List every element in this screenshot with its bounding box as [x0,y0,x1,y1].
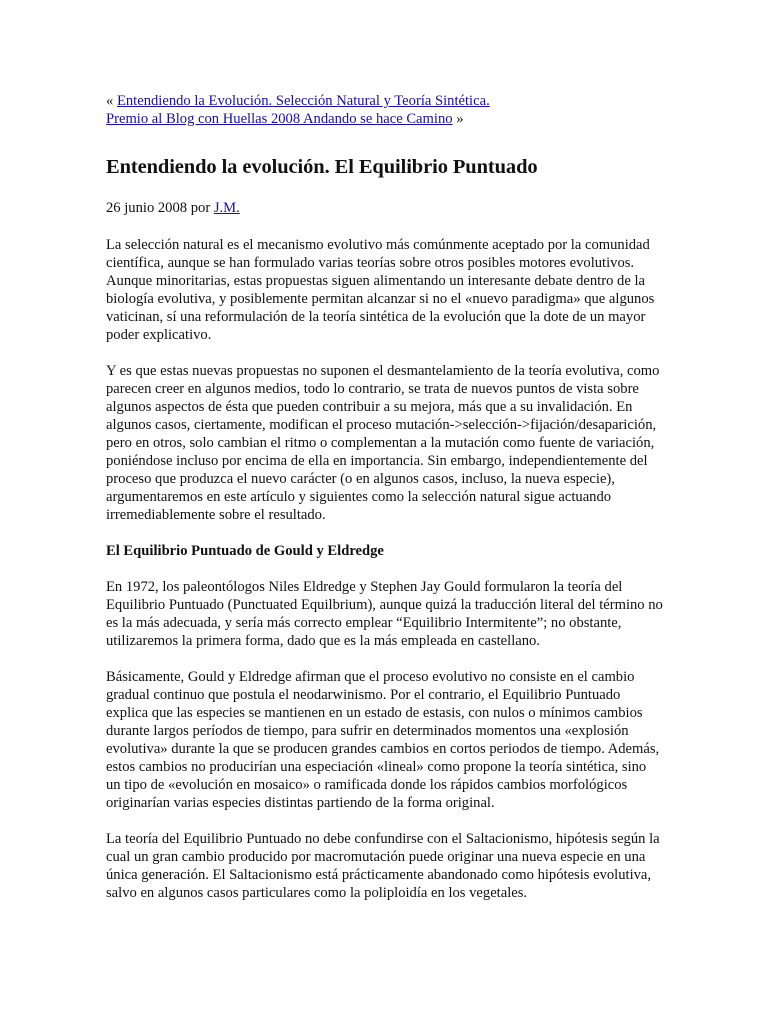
article-page [106,92,664,920]
author-link[interactable]: J.M. [213,200,240,216]
post-meta [106,199,664,217]
post-date: 26 junio 2008 [106,200,188,216]
section-heading: El Equilibrio Puntuado de Gould y Eldredge [106,543,384,559]
post-by: por [190,200,211,216]
paragraph-5: La teoría del Equilibrio Puntuado no debe confundirse con el Saltacionismo, hipótesis según la cual un gran cambio producido por macromutación puede originar una nueva especie en una única generación. El Saltacionismo está prácticamente abandonado como hipótesis evolutiva, salvo en algunos casos particulares como la poliploidía en los vegetales. [106,831,660,901]
post-title: Entendiendo la evolución. El Equilibrio Puntuado [106,156,538,178]
prev-arrow: « [106,93,114,109]
paragraph-2: Y es que estas nuevas propuestas no suponen el desmantelamiento de la teoría evolutiva, como parecen creer en algunos medios, todo lo contrario, se trata de nuevos puntos de vista sobre algunos aspectos de ésta que pueden contribuir a su mejora, más que a su invalidación. En algunos casos, ciertamente, modifican el proceso mutación->selección->fijación/desaparición, pero en otros, solo cambian el ritmo o complementan a la mutación como fuente de variación, poniéndose incluso por encima de ella en importancia. Sin embargo, independientemente del proceso que produzca el nuevo carácter (o en algunos casos, incluso, la nueva especie), argumentaremos en este artículo y siguientes como la selección natural sigue actuando irremediablemente sobre el resultado. [106,363,660,523]
paragraph-1: La selección natural es el mecanismo evolutivo más comúnmente aceptado por la comunidad científica, aunque se han formulado varias teorías sobre otros posibles motores evolutivos. Aunque minoritarias, estas propuestas siguen alimentando un interesante debate dentro de la biología evolutiva, y posiblemente permitan alcanzar si no el «nuevo paradigma» que algunos vaticinan, sí una reformulación de la teoría sintética de la evolución que la dote de un mayor poder explicativo. [106,237,655,343]
post-navigation [106,92,664,128]
next-post-link[interactable]: Premio al Blog con Huellas 2008 Andando se hace Camino [106,111,453,127]
prev-post-link[interactable]: Entendiendo la Evolución. Selección Natural y Teoría Sintética. [116,93,490,109]
next-arrow: » [456,111,464,127]
paragraph-4: Básicamente, Gould y Eldredge afirman que el proceso evolutivo no consiste en el cambio gradual continuo que postula el neodarwinismo. Por el contrario, el Equilibrio Puntuado explica que las especies se mantienen en un estado de estasis, con nulos o mínimos cambios durante largos períodos de tiempo, para sufrir en determinados momentos una «explosión evolutiva» durante la que se producen grandes cambios en cortos periodos de tiempo. Además, estos cambios no producirían una especiación «lineal» como propone la teoría sintética, sino un tipo de «evolución en mosaico» o ramificada donde los rápidos cambios morfológicos originarían varias especies distintas partiendo de la forma original. [106,669,660,811]
paragraph-3: En 1972, los paleontólogos Niles Eldredge y Stephen Jay Gould formularon la teoría del Equilibrio Puntuado (Punctuated Equilbrium), aunque quizá la traducción literal del término no es la más adecuada, y sería más correcto emplear “Equilibrio Intermitente”; no obstante, utilizaremos la primera forma, dado que es la más empleada en castellano. [106,579,663,649]
